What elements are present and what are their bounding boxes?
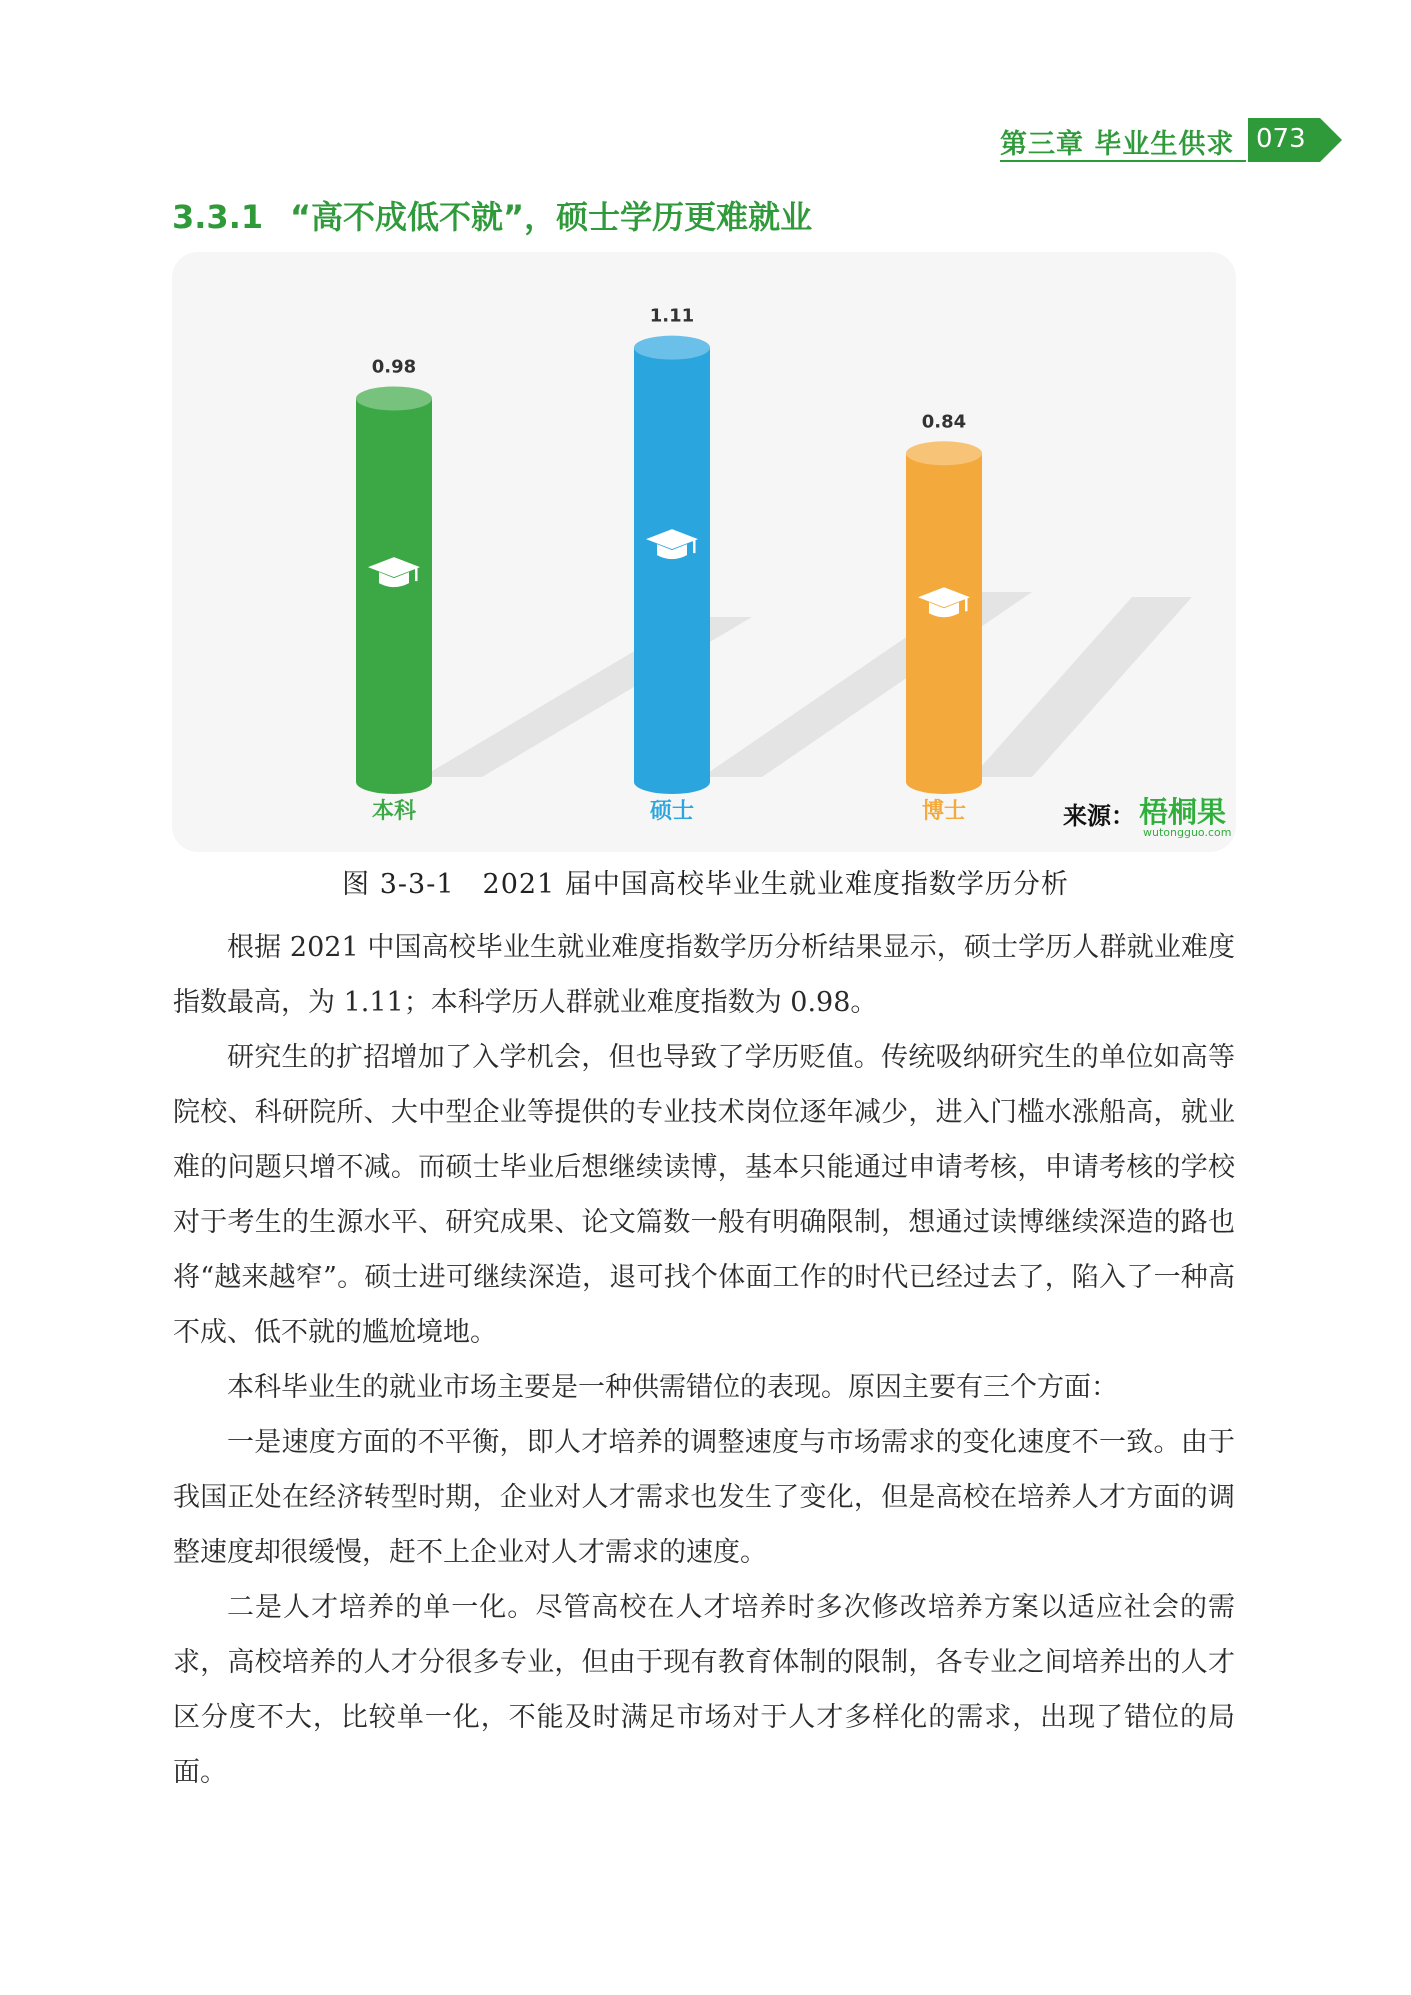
- body-text: [173, 920, 1235, 1800]
- figure-caption: 图 3-3-1 2021 届中国高校毕业生就业难度指数学历分析: [342, 869, 1069, 900]
- header-underline: [1000, 160, 1246, 162]
- section-number: 3.3.1: [172, 198, 264, 236]
- cap-tassel: [693, 539, 696, 553]
- paragraph: 研究生的扩招增加了入学机会，但也导致了学历贬值。传统吸纳研究生的单位如高等院校、科研院所、大中型企业等提供的专业技术岗位逐年减少，进入门槛水涨船高，就业难的问题只增不减。而硕士毕业后想继续读博，基本只能通过申请考核，申请考核的学校对于考生的生源水平、研究成果、论文篇数一般有明确限制，想通过读博继续深造的路也将“越来越窄”。硕士进可继续深造，退可找个体面工作的时代已经过去了，陷入了一种高不成、低不就的尴尬境地。: [173, 1042, 1235, 1348]
- bar-3: [906, 411, 982, 824]
- running-header: [1000, 118, 1350, 168]
- bar-category-label: 博士: [921, 799, 967, 824]
- bar-top-cap: [906, 441, 982, 465]
- source-brand-logo: 梧桐果: [1139, 795, 1227, 829]
- bar-2: [634, 306, 710, 824]
- paragraph: 二是人才培养的单一化。尽管高校在人才培养时多次修改培养方案以适应社会的需求，高校培养的人才分很多专业，但由于现有教育体制的限制，各专业之间培养出的人才区分度不大，比较单一化，不能及时满足市场对于人才多样化的需求，出现了错位的局面。: [173, 1592, 1235, 1788]
- bar-body: [356, 399, 432, 794]
- bar-value-label: 1.11: [649, 305, 695, 327]
- bar-body: [906, 453, 982, 794]
- cap-tassel: [965, 597, 968, 611]
- section-title: “高不成低不就”，硕士学历更难就业: [290, 198, 813, 236]
- bar-value-label: 0.98: [371, 356, 417, 378]
- bar-category-label: 本科: [371, 799, 417, 824]
- page-number: 073: [1256, 124, 1306, 154]
- bar-top-cap: [634, 336, 710, 360]
- page-number-tab: [1248, 118, 1348, 162]
- bar-body: [634, 348, 710, 794]
- paragraph: 本科毕业生的就业市场主要是一种供需错位的表现。原因主要有三个方面：: [227, 1372, 1118, 1403]
- chart-card: [172, 252, 1236, 852]
- bar-top-cap: [356, 387, 432, 411]
- bar-category-label: 硕士: [649, 799, 695, 824]
- bar-value-label: 0.84: [921, 411, 967, 433]
- chart-shadow: [702, 592, 1032, 777]
- section-heading: [172, 192, 812, 238]
- paragraph: 根据 2021 中国高校毕业生就业难度指数学历分析结果显示，硕士学历人群就业难度指数最高，为 1.11；本科学历人群就业难度指数为 0.98。: [173, 932, 1235, 1018]
- chart-shadow: [972, 597, 1192, 777]
- cap-tassel: [415, 567, 418, 581]
- chapter-title: 第三章 毕业生供求: [1000, 129, 1235, 160]
- paragraph: 一是速度方面的不平衡，即人才培养的调整速度与市场需求的变化速度不一致。由于我国正处在经济转型时期，企业对人才需求也发生了变化，但是高校在培养人才方面的调整速度却很缓慢，赶不上企业对人才需求的速度。: [173, 1427, 1235, 1568]
- bar-chart: [172, 252, 1236, 852]
- chart-source: [1063, 790, 1263, 840]
- bar-1: [356, 357, 432, 824]
- source-label: 来源：: [1063, 802, 1135, 830]
- source-url: wutongguo.com: [1143, 826, 1232, 839]
